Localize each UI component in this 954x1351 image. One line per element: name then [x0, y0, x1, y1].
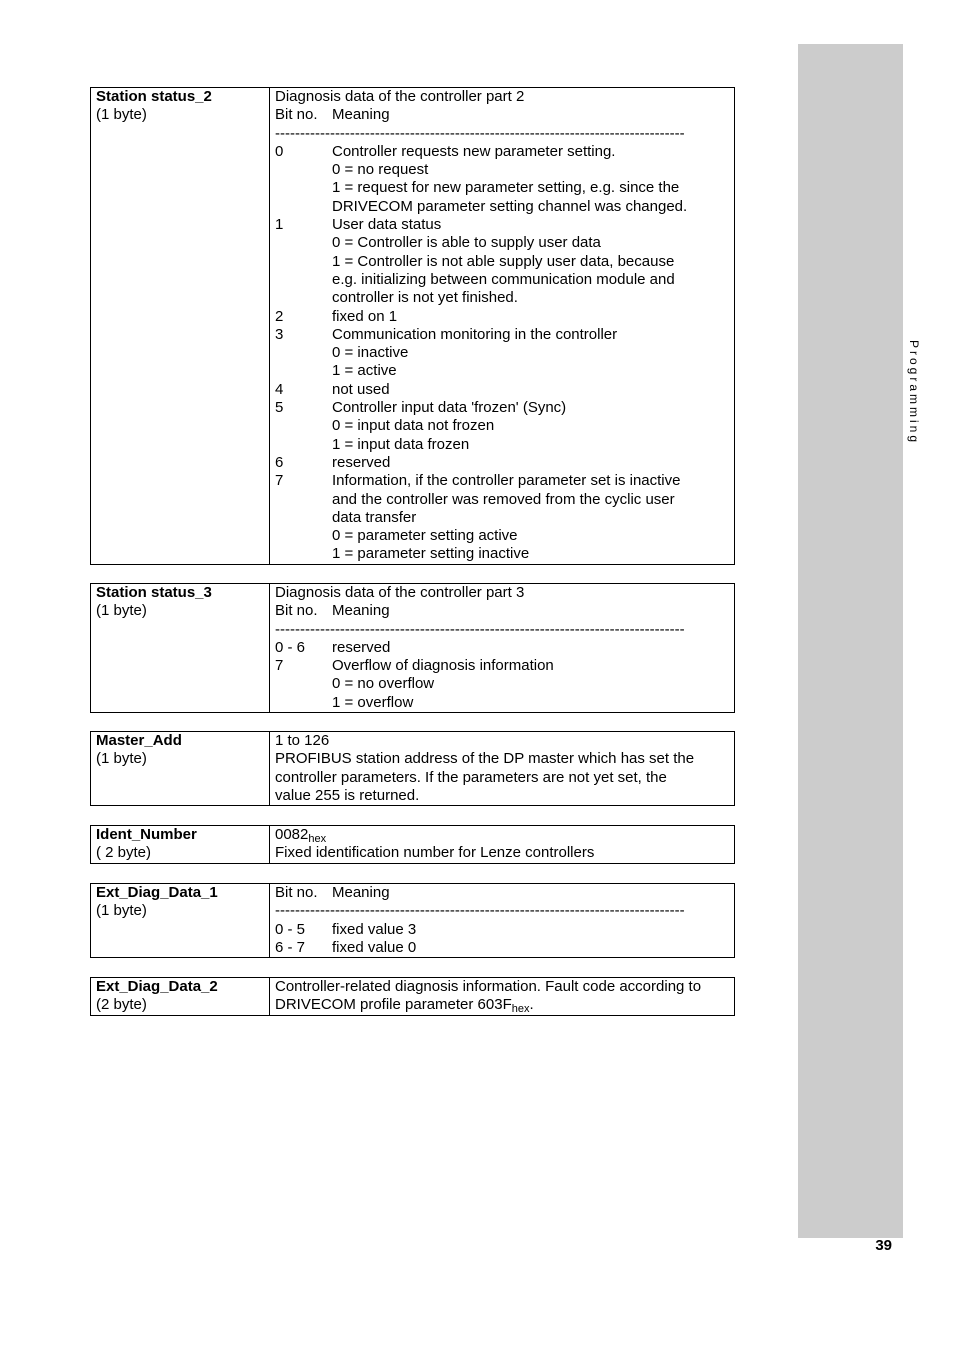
bit-meaning: Communication monitoring in the controller: [332, 325, 618, 343]
bit-number: 6 - 7: [275, 938, 306, 956]
bit-number: 6: [275, 453, 284, 471]
bit-meaning: reserved: [332, 638, 391, 656]
bit-meaning-detail: 1 = active: [332, 362, 397, 380]
bit-row: [275, 639, 729, 657]
param-description-cell: [270, 88, 735, 565]
separator-line: ----------------------------------------------------------------------------------: [275, 620, 685, 638]
bit-meaning: Controller input data 'frozen' (Sync): [332, 399, 567, 417]
bit-meaning-detail: 1 = input data frozen: [332, 435, 470, 453]
bit-row: [275, 326, 729, 344]
bit-column-header: Bit no.: [275, 884, 318, 901]
bit-meaning: fixed value 0: [332, 938, 417, 956]
ident-value: [275, 826, 729, 844]
bit-meaning-detail: e.g. initializing between communication module and: [332, 270, 675, 288]
bit-row: [275, 216, 729, 234]
bit-row: [275, 939, 729, 957]
bit-number: 2: [275, 307, 284, 325]
column-header: [275, 106, 729, 124]
description-line: [275, 996, 729, 1014]
bit-meaning: Information, if the controller parameter set is inactive: [332, 472, 681, 490]
bit-meaning: Overflow of diagnosis information: [332, 657, 554, 675]
param-name-cell: [91, 884, 270, 958]
bit-meaning: fixed on 1: [332, 307, 398, 325]
ext-diag-data-2-table: [90, 977, 735, 1016]
param-description-cell: [270, 732, 735, 806]
bit-meaning-detail: 1 = overflow: [332, 693, 414, 711]
description-line: controller parameters. If the parameters are not yet set, the: [275, 768, 667, 786]
param-size: ( 2 byte): [96, 844, 152, 862]
page-number: 39: [875, 1237, 892, 1254]
bit-meaning-detail: 0 = parameter setting active: [332, 527, 518, 545]
param-name: Ident_Number: [96, 826, 197, 843]
description-period: .: [529, 996, 534, 1014]
param-size: (1 byte): [96, 602, 147, 620]
bit-meaning-detail: and the controller was removed from the cyclic user: [332, 490, 675, 508]
bit-meaning-detail: 0 = no overflow: [332, 675, 435, 693]
bit-meaning-detail: 0 = inactive: [332, 344, 409, 362]
param-size: (1 byte): [96, 902, 147, 920]
param-name: Station status_2: [96, 88, 212, 105]
description-line: 1 to 126: [275, 732, 330, 749]
hex-subscript: hex: [511, 1003, 530, 1016]
param-description-cell: [270, 826, 735, 864]
bit-meaning-detail: 1 = parameter setting inactive: [332, 545, 530, 563]
separator-line: ----------------------------------------------------------------------------------: [275, 124, 685, 142]
param-description-cell: [270, 978, 735, 1016]
param-size: (1 byte): [96, 750, 147, 768]
param-name: Ext_Diag_Data_1: [96, 884, 218, 901]
param-name: Station status_3: [96, 584, 212, 601]
param-name: Master_Add: [96, 732, 182, 749]
bit-list: [275, 639, 729, 712]
bit-meaning-detail: controller is not yet finished.: [332, 289, 518, 307]
bit-meaning-detail: DRIVECOM parameter setting channel was changed.: [332, 197, 688, 215]
param-name: Ext_Diag_Data_2: [96, 978, 218, 995]
param-description-cell: [270, 584, 735, 713]
bit-row: [275, 472, 729, 490]
bit-meaning: fixed value 3: [332, 920, 417, 938]
bit-number: 0 - 6: [275, 638, 306, 656]
bit-number: 3: [275, 325, 284, 343]
bit-row: [275, 143, 729, 161]
param-size: (2 byte): [96, 996, 147, 1014]
bit-column-header: Bit no.: [275, 106, 318, 124]
meaning-column-header: Meaning: [332, 884, 390, 901]
bit-meaning-detail: 1 = request for new parameter setting, e.g. since the: [332, 179, 680, 197]
description-line: Fixed identification number for Lenze controllers: [275, 844, 595, 862]
hex-subscript: hex: [308, 833, 327, 845]
bit-meaning: not used: [332, 380, 390, 398]
bit-row: [275, 399, 729, 417]
column-header: [275, 602, 729, 620]
param-name-cell: [91, 978, 270, 1016]
param-name-cell: [91, 732, 270, 806]
param-description-cell: [270, 884, 735, 958]
bit-number: 4: [275, 380, 284, 398]
master-add-table: [90, 731, 735, 806]
bit-number: 5: [275, 399, 284, 417]
description-line: Controller-related diagnosis information. Fault code according to: [275, 978, 702, 995]
description-intro: Diagnosis data of the controller part 3: [275, 584, 525, 601]
bit-row: [275, 657, 729, 675]
meaning-column-header: Meaning: [332, 106, 390, 124]
separator-line: ----------------------------------------------------------------------------------: [275, 902, 685, 920]
ext-diag-data-1-table: [90, 883, 735, 958]
bit-meaning-detail: 0 = Controller is able to supply user data: [332, 234, 601, 252]
ident-value-number: 0082: [275, 826, 309, 843]
bit-row: [275, 381, 729, 399]
bit-row: [275, 454, 729, 472]
bit-meaning-detail: 1 = Controller is not able supply user data, because: [332, 252, 675, 270]
description-line: value 255 is returned.: [275, 786, 420, 804]
bit-meaning-detail: data transfer: [332, 508, 417, 526]
section-label: Programming: [907, 340, 921, 446]
bit-list: [275, 143, 729, 564]
bit-number: 7: [275, 472, 284, 490]
meaning-column-header: Meaning: [332, 602, 390, 620]
bit-column-header: Bit no.: [275, 602, 318, 620]
param-size: (1 byte): [96, 106, 147, 124]
station-status-2-table: [90, 87, 735, 565]
bit-row: [275, 921, 729, 939]
param-name-cell: [91, 826, 270, 864]
param-name-cell: [91, 88, 270, 565]
bit-row: [275, 308, 729, 326]
description-intro: Diagnosis data of the controller part 2: [275, 88, 525, 105]
bit-number: 7: [275, 657, 284, 675]
param-name-cell: [91, 584, 270, 713]
column-header: [275, 884, 729, 902]
description-line: PROFIBUS station address of the DP master which has set the: [275, 750, 695, 768]
bit-meaning-detail: 0 = no request: [332, 161, 429, 179]
bit-number: 1: [275, 216, 284, 234]
bit-meaning: User data status: [332, 216, 442, 234]
bit-meaning: Controller requests new parameter setting.: [332, 142, 616, 160]
bit-meaning-detail: 0 = input data not frozen: [332, 417, 495, 435]
bit-number: 0 - 5: [275, 920, 306, 938]
ident-number-table: [90, 825, 735, 864]
bit-list: [275, 921, 729, 958]
sidebar-band: [798, 44, 903, 1238]
bit-meaning: reserved: [332, 453, 391, 471]
station-status-3-table: [90, 583, 735, 713]
description-text: DRIVECOM profile parameter 603F: [275, 996, 512, 1014]
bit-number: 0: [275, 142, 284, 160]
